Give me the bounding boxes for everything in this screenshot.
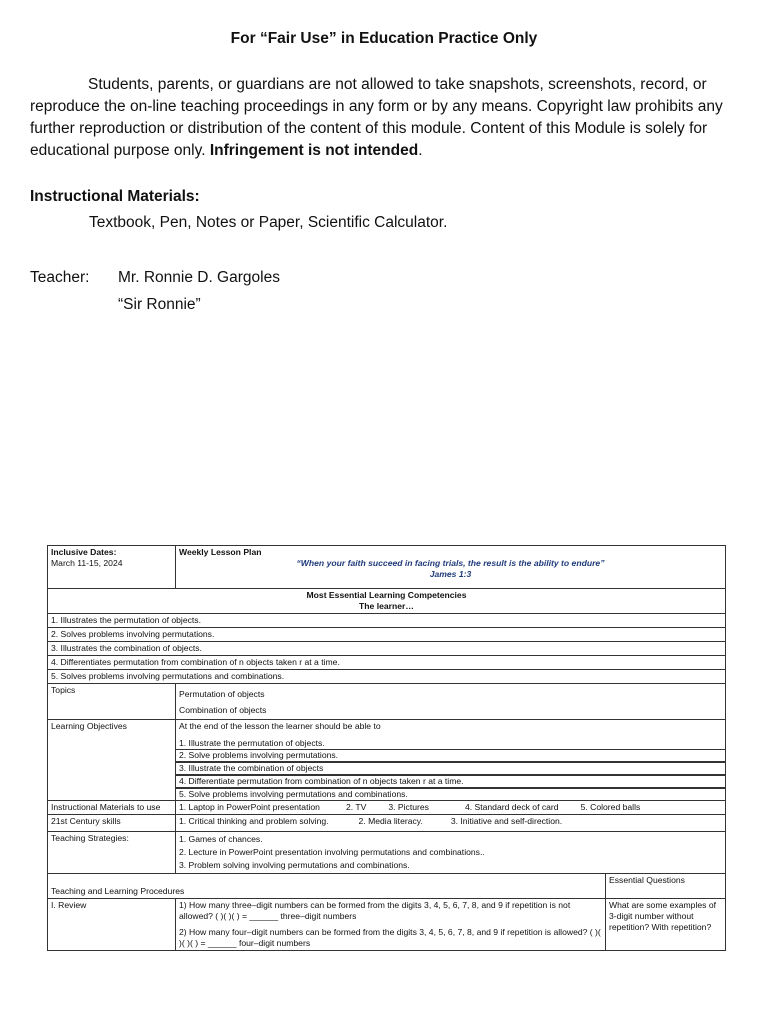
notice-end: . (418, 142, 423, 159)
weekly-lesson-plan-table (47, 545, 726, 951)
bible-verse: James 1:3 (429, 569, 472, 579)
melc-subtitle: The learner… (359, 601, 414, 611)
skills-cell (176, 815, 726, 832)
competency-row (48, 628, 726, 642)
instr-item: 3. Pictures (388, 802, 429, 812)
dates-cell (48, 546, 176, 589)
procedures-label: Teaching and Learning Procedures (51, 886, 185, 896)
skill-item: 2. Media literacy. (358, 816, 423, 826)
objectives-cell (176, 720, 726, 801)
competency-5: 5. Solves problems involving permutations and combinations. (48, 670, 726, 684)
instr-item: 1. Laptop in PowerPoint presentation (179, 802, 320, 812)
objective-item: 4. Differentiate permutation from combination of n objects taken r at a time. (176, 775, 725, 788)
objective-item: 5. Solve problems involving permutations and combinations. (176, 788, 725, 800)
page-title: For “Fair Use” in Education Practice Only (230, 30, 538, 47)
competency-row (48, 614, 726, 628)
strategies-cell (176, 832, 726, 874)
notice-bold: Infringement is not intended (209, 142, 419, 159)
review-cell (176, 899, 606, 951)
instr-cell (176, 801, 726, 815)
instr-item: 4. Standard deck of card (464, 802, 559, 812)
teacher-nickname: “Sir Ronnie” (118, 296, 201, 313)
melc-cell (48, 589, 726, 614)
melc-row (48, 589, 726, 614)
materials-heading: Instructional Materials: (30, 188, 200, 205)
skills-label: 21st Century skills (48, 815, 176, 832)
objective-item: 1. Illustrate the permutation of objects. (179, 738, 325, 748)
dates-label: Inclusive Dates: (51, 547, 117, 557)
essential-label: Essential Questions (606, 874, 726, 899)
strategy-item: 3. Problem solving involving permutations and combinations. (179, 860, 410, 870)
teacher-name: Mr. Ronnie D. Gargoles (118, 269, 280, 286)
competency-row (48, 656, 726, 670)
melc-title: Most Essential Learning Competencies (306, 590, 467, 600)
plan-label: Weekly Lesson Plan (179, 547, 262, 557)
strategy-item: 2. Lecture in PowerPoint presentation involving permutations and combinations.. (179, 847, 485, 857)
teacher-label: Teacher: (30, 269, 90, 286)
notice-text: Students, parents, or guardians are not allowed to take snapshots, screenshots, record, or reproduce the on-line teaching proceedings in any form or by any means. Copyright law prohibits any further reproduction or distribution of the content of this module. Content of this Module is solely for educational purpose only. (30, 76, 723, 159)
competency-row (48, 670, 726, 684)
materials-list: Textbook, Pen, Notes or Paper, Scientific Calculator. (89, 214, 448, 231)
skill-item: 3. Initiative and self-direction. (450, 816, 563, 826)
competency-2: 2. Solves problems involving permutations. (48, 628, 726, 642)
competency-row (48, 642, 726, 656)
objectives-intro: At the end of the lesson the learner should be able to (179, 721, 381, 731)
topics-row (48, 684, 726, 720)
review-label: I. Review (48, 899, 176, 951)
objectives-label: Learning Objectives (48, 720, 176, 801)
review-question-2: 2) How many four–digit numbers can be formed from the digits 3, 4, 5, 6, 7, 8, and 9 if repetition is allowed? ( )( )( )( ) = ______ four–digit numbers (179, 927, 601, 948)
topic-item: Permutation of objects (179, 689, 265, 699)
instructional-materials-row (48, 801, 726, 815)
competency-4: 4. Differentiates permutation from combination of n objects taken r at a time. (48, 656, 726, 670)
instr-label: Instructional Materials to use (48, 801, 176, 815)
fair-use-notice (30, 74, 742, 162)
plan-cell (176, 546, 726, 589)
review-question-1: 1) How many three–digit numbers can be formed from the digits 3, 4, 5, 6, 7, 8, and 9 if repetition is not allowed? ( )( )( ) = ______ three–digit numbers (179, 900, 571, 921)
strategies-label: Teaching Strategies: (48, 832, 176, 874)
instr-item: 5. Colored balls (580, 802, 641, 812)
header-row (48, 546, 726, 589)
topic-item: Combination of objects (179, 705, 267, 715)
strategies-row (48, 832, 726, 874)
instr-item: 2. TV (345, 802, 367, 812)
objectives-row (48, 720, 726, 801)
skills-row (48, 815, 726, 832)
review-row (48, 899, 726, 951)
objective-item: 2. Solve problems involving permutations. (176, 749, 725, 762)
procedures-label-cell (48, 874, 606, 899)
topics-cell (176, 684, 726, 720)
procedures-header-row (48, 874, 726, 899)
bible-quote: “When your faith succeed in facing trials, the result is the ability to endure” (296, 558, 605, 568)
topics-label: Topics (48, 684, 176, 720)
competency-3: 3. Illustrates the combination of objects. (48, 642, 726, 656)
competency-1: 1. Illustrates the permutation of objects. (48, 614, 726, 628)
essential-question: What are some examples of 3-digit number without repetition? With repetition? (606, 899, 726, 951)
skill-item: 1. Critical thinking and problem solving. (179, 816, 329, 826)
dates-value: March 11-15, 2024 (51, 558, 123, 568)
objective-item: 3. Illustrate the combination of objects (176, 762, 725, 775)
strategy-item: 1. Games of chances. (179, 834, 263, 844)
